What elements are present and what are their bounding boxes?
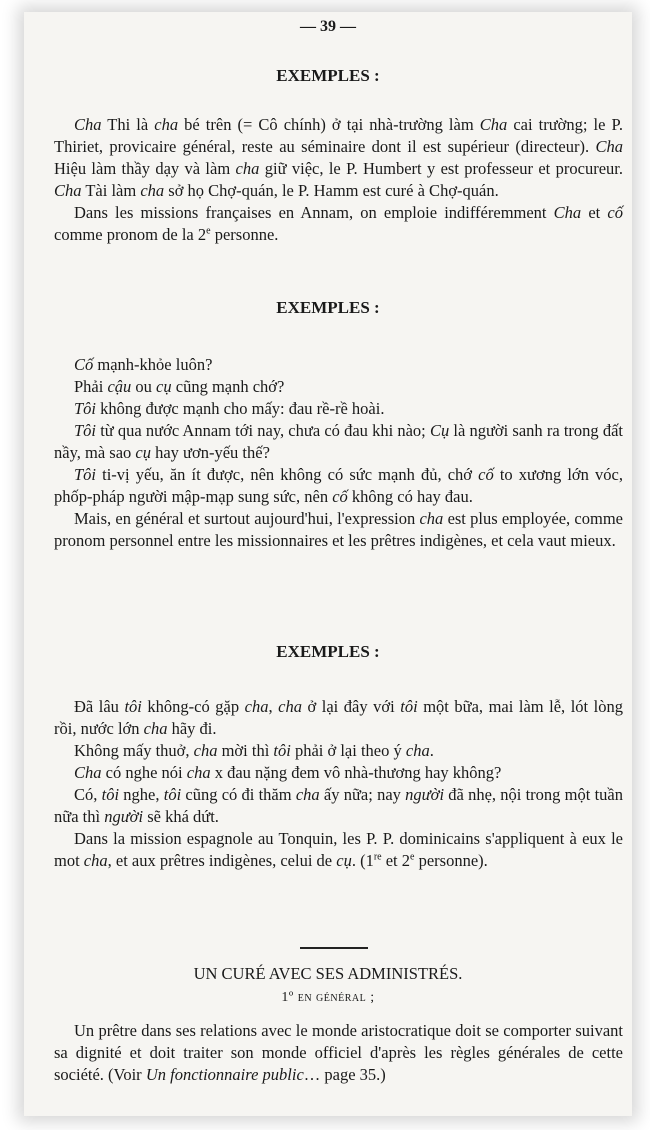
page-number: — 39 — bbox=[300, 18, 356, 35]
heading-examples-2: EXEMPLES : bbox=[276, 298, 380, 317]
section-subtitle bbox=[24, 990, 632, 1006]
heading-examples-1: EXEMPLES : bbox=[276, 66, 380, 85]
section-subtitle-number: 1º bbox=[281, 990, 294, 1005]
heading-examples-3: EXEMPLES : bbox=[276, 642, 380, 661]
paragraph-block-3: Đã lâu tôi không-có gặp cha, cha ở lại đây với tôi một bữa, mai làm lễ, lót lòng rồi, nước lớn cha hãy đi. Không mấy thuở, cha mời thì tôi phải ở lại theo ý cha. Cha có nghe nói cha x đau nặng đem vô nhà-thương hay không? Có, tôi nghe, tôi cũng có đi thăm cha ấy nữa; nay người đã nhẹ, nội trong một tuần nữa thì người sẽ khá dứt. Dans la mission espagnole au Tonquin, les P. P. dominicains s'appliquent à eux le mot cha, et aux prêtres indigènes, celui de cụ. (1re et 2e personne). bbox=[54, 697, 623, 870]
section-divider bbox=[300, 947, 368, 949]
section-subtitle-text: en général ; bbox=[297, 990, 375, 1005]
paragraph-block-2: Cố mạnh-khỏe luôn? Phải cậu ou cụ cũng mạnh chớ? Tôi không được mạnh cho mấy: đau rề-rề hoài. Tôi từ qua nước Annam tới nay, chưa có đau khi nào; Cụ là người sanh ra trong đất nầy, mà sao cụ hay ươn-yếu thế? Tôi ti-vị yếu, ăn ít được, nên không có sức mạnh đủ, chớ cố to xương lớn vóc, phốp-pháp người mập-mạp sung sức, nên cố không có hay đau. Mais, en général et surtout aujourd'hui, l'expression cha est plus employée, comme pronom personnel entre les missionnaires et les prêtres indigènes, et cela vaut mieux. bbox=[54, 355, 623, 550]
paragraph-block-4: Un prêtre dans ses relations avec le monde aristocratique doit se comporter suivant sa dignité et doit traiter son monde officiel d'après les règles générales de cette société. (Voir Un fonctionnaire public… page 35.) bbox=[54, 1021, 623, 1084]
paragraph-block-1: Cha Thi là cha bé trên (= Cô chính) ở tại nhà-trường làm Cha cai trường; le P. Thiriet, provicaire général, reste au séminaire dont il est supérieur (directeur). Cha Hiệu làm thầy dạy và làm cha giữ việc, le P. Humbert y est professeur et procureur. Cha Tài làm cha sở họ Chợ-quán, le P. Hamm est curé à Chợ-quán. Dans les missions françaises en Annam, on emploie indifféremment Cha et cố comme pronom de la 2e personne. bbox=[54, 115, 623, 244]
book-page bbox=[24, 12, 632, 1116]
section-title: UN CURÉ AVEC SES ADMINISTRÉS. bbox=[193, 964, 463, 983]
